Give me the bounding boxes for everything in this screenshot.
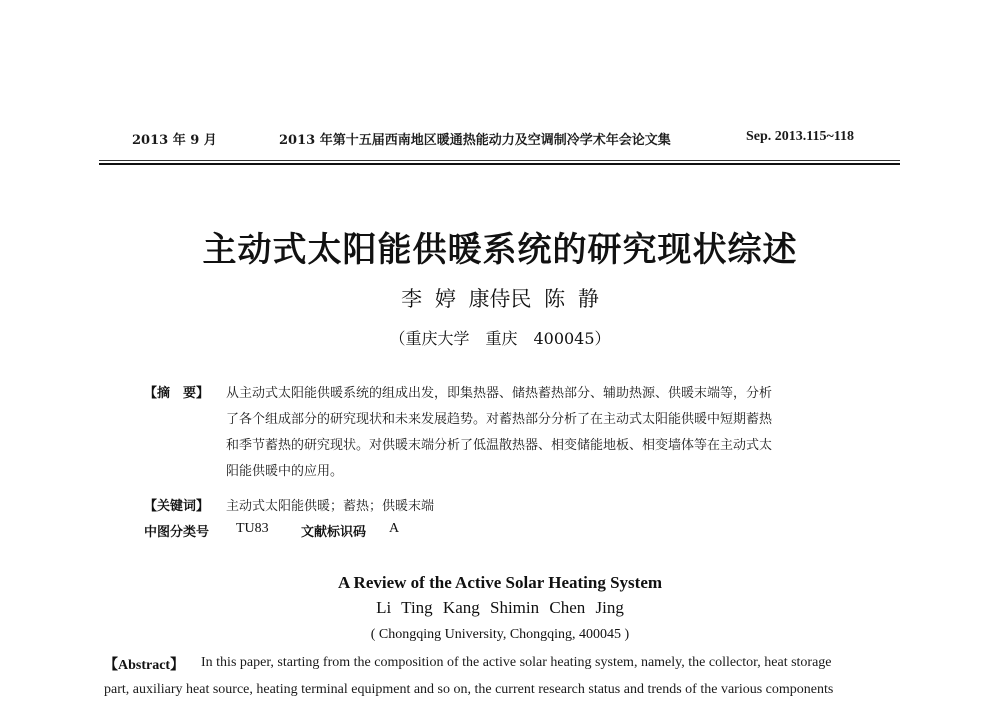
english-authors: Li Ting Kang Shimin Chen Jing — [376, 598, 624, 617]
header-pages: Sep. 2013.115~118 — [746, 129, 855, 144]
paper-title: 主动式太阳能供暖系统的研究现状综述 — [202, 230, 798, 270]
english-title: A Review of the Active Solar Heating System — [337, 573, 663, 592]
author-list: 李 婷 康侍民 陈 静 — [401, 287, 599, 311]
header-rule-thick — [99, 163, 900, 165]
english-abstract-label: 【Abstract】 — [104, 658, 185, 673]
english-affiliation: ( Chongqing University, Chongqing, 400045 ) — [370, 627, 630, 642]
keywords-cn-label: 【关键词】 — [144, 499, 210, 514]
english-abstract-line: In this paper, starting from the composition of the active solar heating system, namely, the collector, heat storage — [201, 655, 832, 670]
affiliation: （重庆大学 重庆 400045） — [389, 329, 611, 348]
keywords-cn-text: 主动式太阳能供暖；蓄热；供暖末端 — [226, 499, 435, 514]
document-code: A — [389, 521, 400, 536]
abstract-cn-line: 从主动式太阳能供暖系统的组成出发，即集热器、储热蓄热部分、辅助热源、供暖末端等，分析 — [226, 386, 773, 401]
classification-code: TU83 — [236, 521, 269, 536]
abstract-cn-line: 阳能供暖中的应用。 — [226, 464, 344, 479]
classification-label: 中图分类号 — [144, 525, 210, 540]
document-code-label: 文献标识码 — [301, 525, 367, 540]
header-proceedings: 2013 年第十五届西南地区暖通热能动力及空调制冷学术年会论文集 — [279, 133, 671, 148]
abstract-cn-label: 【摘 要】 — [144, 386, 210, 401]
english-abstract-line: part, auxiliary heat source, heating terminal equipment and so on, the current research status and trends of the various components — [104, 682, 834, 697]
abstract-cn-line: 了各个组成部分的研究现状和未来发展趋势。对蓄热部分分析了在主动式太阳能供暖中短期蓄热 — [226, 412, 773, 427]
header-rule-thin — [99, 160, 900, 161]
abstract-cn-line: 和季节蓄热的研究现状。对供暖末端分析了低温散热器、相变储能地板、相变墙体等在主动式太 — [226, 438, 773, 453]
header-date: 2013 年 9 月 — [132, 133, 217, 148]
